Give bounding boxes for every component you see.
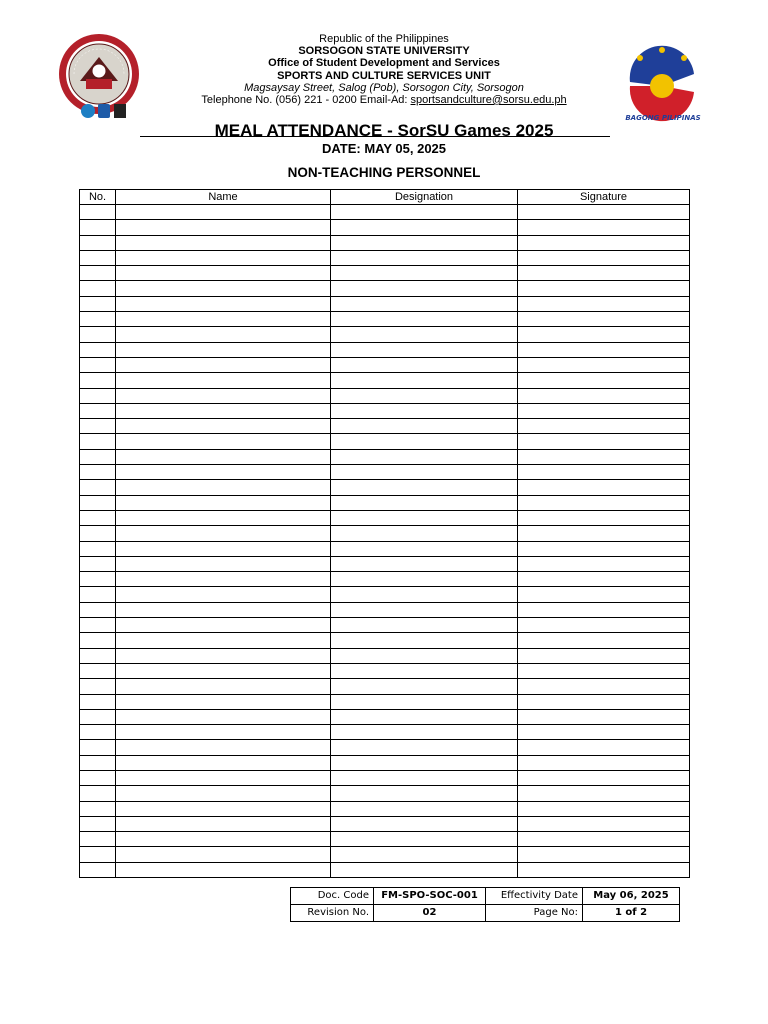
cell-signature [518,633,690,648]
unit-name: SPORTS AND CULTURE SERVICES UNIT [277,69,491,82]
table-header-row [80,190,690,205]
cell-designation [331,816,518,831]
cell-designation [331,679,518,694]
telephone-text: Telephone No. (056) 221 - 0200 Email-Ad: [201,94,411,107]
table-row [80,342,690,357]
cell-no [80,832,116,847]
cell-no [80,388,116,403]
cell-name [116,786,331,801]
cell-no [80,266,116,281]
table-row [80,740,690,755]
doc-code-row [291,888,680,905]
cell-no [80,862,116,877]
attendance-table [79,189,690,878]
cell-name [116,770,331,785]
bagong-pilipinas-text: BAGONG PILIPINAS [625,114,701,122]
table-row [80,618,690,633]
doc-code-value: FM-SPO-SOC-001 [374,888,486,905]
cell-name [116,296,331,311]
cell-signature [518,235,690,250]
cell-name [116,587,331,602]
cell-name [116,281,331,296]
cell-name [116,388,331,403]
cell-name [116,801,331,816]
cell-designation [331,373,518,388]
cell-name [116,740,331,755]
cell-designation [331,526,518,541]
cell-signature [518,342,690,357]
cell-no [80,205,116,220]
cell-no [80,327,116,342]
cell-name [116,403,331,418]
cell-no [80,281,116,296]
cell-no [80,816,116,831]
table-row [80,419,690,434]
cell-no [80,801,116,816]
cell-no [80,572,116,587]
cell-signature [518,449,690,464]
cell-signature [518,388,690,403]
cell-no [80,250,116,265]
cell-name [116,618,331,633]
table-row [80,250,690,265]
column-header-designation: Designation [331,190,518,205]
cell-name [116,679,331,694]
page-label: Page No: [486,905,583,922]
table-row [80,633,690,648]
cell-signature [518,327,690,342]
cell-signature [518,740,690,755]
cell-signature [518,419,690,434]
cell-name [116,862,331,877]
personnel-category: NON-TEACHING PERSONNEL [287,165,481,180]
cell-designation [331,205,518,220]
cell-signature [518,205,690,220]
table-row [80,725,690,740]
document-control-table [290,887,680,922]
cell-designation [331,296,518,311]
table-row [80,694,690,709]
cell-name [116,465,331,480]
cell-designation [331,786,518,801]
revision-row [291,905,680,922]
cell-no [80,373,116,388]
letterhead-text [160,33,608,106]
cell-signature [518,465,690,480]
cell-signature [518,587,690,602]
cell-name [116,449,331,464]
address-line: Magsaysay Street, Salog (Pob), Sorsogon City, Sorsogon [244,81,524,94]
cell-name [116,648,331,663]
cell-name [116,725,331,740]
cell-designation [331,250,518,265]
cell-no [80,694,116,709]
table-row [80,205,690,220]
cell-signature [518,281,690,296]
cell-no [80,465,116,480]
cell-no [80,770,116,785]
cell-name [116,434,331,449]
form-date: DATE: MAY 05, 2025 [321,141,447,156]
table-row [80,373,690,388]
cell-no [80,602,116,617]
email-link[interactable]: sportsandculture@sorsu.edu.ph [410,94,567,107]
revision-label: Revision No. [291,905,374,922]
cell-name [116,419,331,434]
table-row [80,770,690,785]
cell-name [116,327,331,342]
cell-designation [331,465,518,480]
cell-signature [518,770,690,785]
table-row [80,480,690,495]
cell-designation [331,266,518,281]
cell-name [116,480,331,495]
cell-name [116,526,331,541]
cell-signature [518,541,690,556]
contact-line [160,94,608,106]
cell-no [80,419,116,434]
cell-no [80,648,116,663]
table-row [80,357,690,372]
cell-name [116,663,331,678]
cell-signature [518,495,690,510]
cell-signature [518,602,690,617]
cell-no [80,235,116,250]
cell-signature [518,266,690,281]
cell-designation [331,312,518,327]
cell-designation [331,633,518,648]
cell-name [116,816,331,831]
cell-designation [331,755,518,770]
cell-designation [331,847,518,862]
cell-signature [518,816,690,831]
cell-designation [331,572,518,587]
cell-no [80,526,116,541]
cell-name [116,220,331,235]
table-row [80,495,690,510]
cell-designation [331,403,518,418]
table-row [80,755,690,770]
cell-no [80,556,116,571]
cell-no [80,510,116,525]
cell-no [80,541,116,556]
cell-name [116,633,331,648]
cell-designation [331,510,518,525]
cell-designation [331,556,518,571]
cell-signature [518,480,690,495]
cell-signature [518,572,690,587]
attendance-rows [80,205,690,878]
cell-signature [518,296,690,311]
table-row [80,327,690,342]
column-header-name: Name [116,190,331,205]
cell-signature [518,373,690,388]
cell-no [80,403,116,418]
table-row [80,587,690,602]
cell-signature [518,618,690,633]
cell-no [80,296,116,311]
cell-signature [518,786,690,801]
cell-name [116,832,331,847]
cell-no [80,663,116,678]
cell-designation [331,740,518,755]
table-row [80,510,690,525]
cell-no [80,633,116,648]
cell-designation [331,281,518,296]
cell-signature [518,220,690,235]
cell-designation [331,648,518,663]
cell-designation [331,235,518,250]
table-row [80,862,690,877]
cell-signature [518,679,690,694]
cell-no [80,312,116,327]
table-row [80,572,690,587]
cell-name [116,510,331,525]
column-header-signature: Signature [518,190,690,205]
table-row [80,709,690,724]
table-row [80,449,690,464]
cell-designation [331,495,518,510]
table-row [80,434,690,449]
table-row [80,801,690,816]
table-row [80,556,690,571]
bagong-pilipinas-logo-icon [618,42,708,122]
cell-designation [331,388,518,403]
cell-name [116,541,331,556]
cell-no [80,740,116,755]
cell-no [80,755,116,770]
table-row [80,602,690,617]
cell-name [116,495,331,510]
cell-designation [331,220,518,235]
letterhead [0,30,768,120]
cell-signature [518,663,690,678]
table-row [80,266,690,281]
table-row [80,847,690,862]
table-row [80,312,690,327]
cell-designation [331,419,518,434]
cell-name [116,755,331,770]
cell-signature [518,847,690,862]
cell-designation [331,342,518,357]
cell-signature [518,694,690,709]
university-name: SORSOGON STATE UNIVERSITY [298,45,470,58]
table-row [80,816,690,831]
cell-signature [518,725,690,740]
cell-no [80,449,116,464]
cell-designation [331,587,518,602]
cell-no [80,847,116,862]
cell-signature [518,832,690,847]
cell-name [116,266,331,281]
cell-name [116,373,331,388]
cell-name [116,556,331,571]
cell-designation [331,602,518,617]
cell-name [116,312,331,327]
cell-name [116,357,331,372]
table-row [80,786,690,801]
doc-code-label: Doc. Code [291,888,374,905]
cell-name [116,847,331,862]
certification-badges-icon [80,102,130,120]
cell-signature [518,434,690,449]
cell-name [116,602,331,617]
cell-name [116,694,331,709]
table-row [80,281,690,296]
cell-designation [331,480,518,495]
cell-signature [518,755,690,770]
cell-signature [518,510,690,525]
page-value: 1 of 2 [583,905,680,922]
column-header-no: No. [80,190,116,205]
cell-signature [518,709,690,724]
form-title: MEAL ATTENDANCE - SorSU Games 2025 [214,121,554,140]
table-row [80,296,690,311]
cell-designation [331,770,518,785]
cell-signature [518,357,690,372]
effectivity-value: May 06, 2025 [583,888,680,905]
table-row [80,465,690,480]
cell-no [80,480,116,495]
cell-no [80,495,116,510]
cell-designation [331,801,518,816]
cell-no [80,220,116,235]
cell-no [80,434,116,449]
cell-no [80,587,116,602]
cell-name [116,250,331,265]
cell-no [80,618,116,633]
table-row [80,663,690,678]
cell-no [80,357,116,372]
cell-designation [331,694,518,709]
cell-name [116,205,331,220]
cell-signature [518,801,690,816]
cell-signature [518,250,690,265]
cell-designation [331,709,518,724]
table-row [80,526,690,541]
table-row [80,220,690,235]
cell-designation [331,618,518,633]
cell-no [80,725,116,740]
cell-signature [518,312,690,327]
cell-no [80,786,116,801]
revision-value: 02 [374,905,486,922]
cell-name [116,342,331,357]
cell-name [116,235,331,250]
cell-designation [331,449,518,464]
cell-designation [331,862,518,877]
cell-signature [518,526,690,541]
table-row [80,832,690,847]
republic-line: Republic of the Philippines [319,33,449,45]
cell-no [80,709,116,724]
cell-designation [331,327,518,342]
cell-designation [331,832,518,847]
cell-signature [518,556,690,571]
cell-signature [518,862,690,877]
cell-designation [331,541,518,556]
table-row [80,679,690,694]
table-row [80,541,690,556]
table-row [80,648,690,663]
cell-designation [331,663,518,678]
table-row [80,403,690,418]
effectivity-label: Effectivity Date [486,888,583,905]
table-row [80,235,690,250]
cell-designation [331,357,518,372]
cell-signature [518,403,690,418]
office-name: Office of Student Development and Services [268,57,500,70]
cell-designation [331,434,518,449]
cell-name [116,572,331,587]
table-row [80,388,690,403]
cell-name [116,709,331,724]
cell-signature [518,648,690,663]
cell-designation [331,725,518,740]
cell-no [80,679,116,694]
cell-no [80,342,116,357]
